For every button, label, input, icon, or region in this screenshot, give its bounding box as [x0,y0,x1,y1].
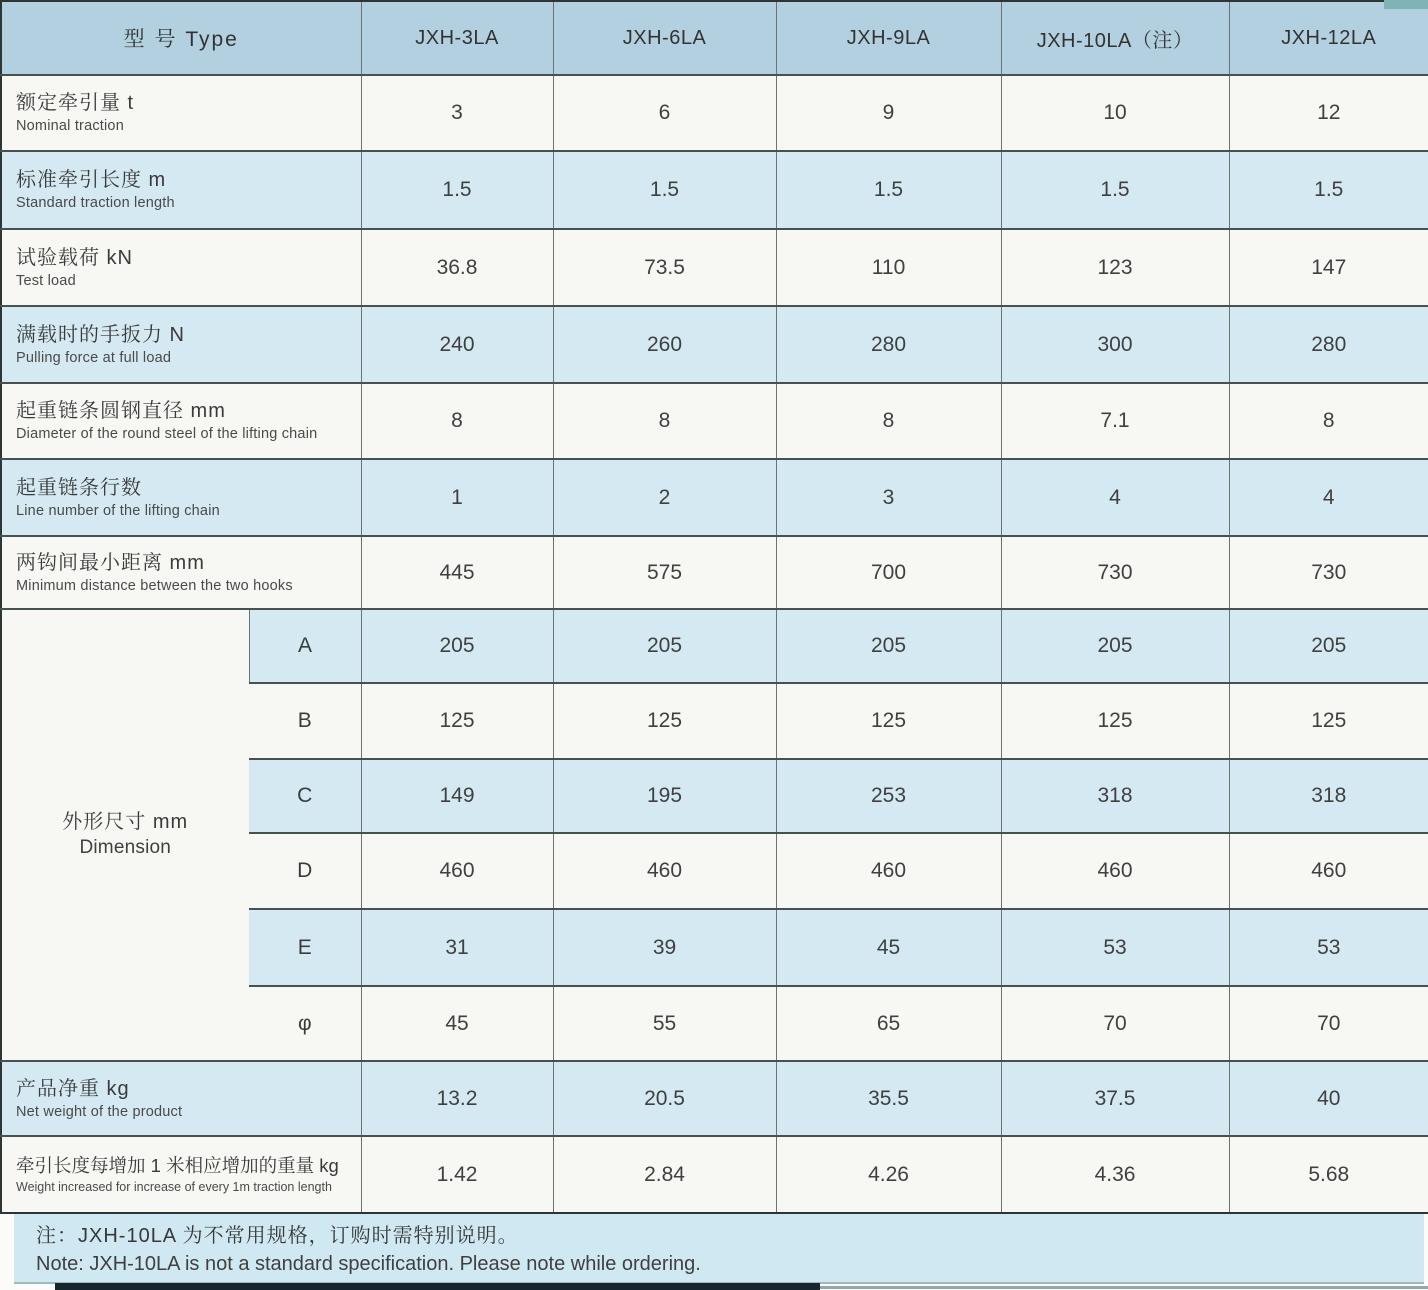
table-row [1,383,1428,459]
table-header-row [1,1,1428,75]
row-label-zh: 起重链条圆钢直径 mm [16,400,226,423]
table-row [1,1136,1428,1213]
value-cell: 1.42 [361,1136,553,1213]
value-cell: 40 [1229,1061,1428,1136]
row-label-en: Minimum distance between the two hooks [16,577,293,594]
row-label-cell [1,1061,361,1136]
row-label-cell [1,536,361,609]
value-cell: 460 [1229,833,1428,909]
model-header: JXH-3LA [361,1,553,75]
row-label-zh: 满载时的手扳力 N [16,323,185,346]
row-label-cell [1,151,361,229]
value-cell: 4 [1001,459,1229,536]
table-row [1,1061,1428,1136]
row-label-en: Test load [16,272,76,289]
dimension-sub-label: C [249,759,361,833]
value-cell: 65 [776,986,1001,1061]
row-label-zh: 试验载荷 kN [16,246,133,269]
scan-corner-artifact [1384,0,1428,9]
model-header: JXH-10LA（注） [1001,1,1229,75]
table-row [1,151,1428,229]
value-cell: 35.5 [776,1061,1001,1136]
value-cell: 195 [553,759,776,833]
value-cell: 45 [361,986,553,1061]
value-cell: 205 [776,609,1001,683]
value-cell: 36.8 [361,229,553,306]
value-cell: 1.5 [361,151,553,229]
value-cell: 125 [776,683,1001,759]
value-cell: 7.1 [1001,383,1229,459]
value-cell: 730 [1001,536,1229,609]
value-cell: 460 [553,833,776,909]
row-label-en: Weight increased for increase of every 1m traction length [16,1179,332,1194]
row-label-en: Pulling force at full load [16,349,172,366]
table-row [1,75,1428,151]
value-cell: 4.26 [776,1136,1001,1213]
dimension-sub-label: A [249,609,361,683]
dimension-sub-label: E [249,909,361,986]
value-cell: 205 [553,609,776,683]
value-cell: 730 [1229,536,1428,609]
dimension-row [1,609,1428,683]
value-cell: 280 [776,306,1001,383]
value-cell: 4 [1229,459,1428,536]
row-label-zh: 产品净重 kg [16,1077,130,1100]
bottom-edge-artifact [55,1283,820,1290]
value-cell: 149 [361,759,553,833]
value-cell: 460 [361,833,553,909]
value-cell: 253 [776,759,1001,833]
value-cell: 1 [361,459,553,536]
value-cell: 3 [776,459,1001,536]
bottom-edge-line [820,1286,1428,1289]
value-cell: 20.5 [553,1061,776,1136]
value-cell: 9 [776,75,1001,151]
row-label-en: Standard traction length [16,195,175,212]
value-cell: 31 [361,909,553,986]
value-cell: 53 [1001,909,1229,986]
dimension-sub-label: D [249,833,361,909]
value-cell: 260 [553,306,776,383]
row-label-en: Net weight of the product [16,1103,183,1120]
value-cell: 2 [553,459,776,536]
value-cell: 53 [1229,909,1428,986]
table-row [1,229,1428,306]
table-row [1,459,1428,536]
value-cell: 13.2 [361,1061,553,1136]
value-cell: 55 [553,986,776,1061]
footnote-en: Note: JXH-10LA is not a standard specification. Please note while ordering. [36,1253,701,1275]
type-header-cell [1,1,361,75]
value-cell: 280 [1229,306,1428,383]
value-cell: 123 [1001,229,1229,306]
row-label-zh: 起重链条行数 [16,476,142,499]
value-cell: 147 [1229,229,1428,306]
value-cell: 39 [553,909,776,986]
dimension-sub-label: B [249,683,361,759]
value-cell: 700 [776,536,1001,609]
row-label-cell [1,229,361,306]
value-cell: 1.5 [1229,151,1428,229]
dimension-label-zh: 外形尺寸 mm [62,811,189,834]
value-cell: 110 [776,229,1001,306]
row-label-zh: 标准牵引长度 m [16,169,167,192]
value-cell: 12 [1229,75,1428,151]
value-cell: 125 [1229,683,1428,759]
table-row [1,536,1428,609]
value-cell: 2.84 [553,1136,776,1213]
value-cell: 445 [361,536,553,609]
value-cell: 205 [361,609,553,683]
model-header: JXH-6LA [553,1,776,75]
footnote [14,1214,1424,1284]
row-label-cell [1,459,361,536]
value-cell: 125 [553,683,776,759]
value-cell: 1.5 [776,151,1001,229]
value-cell: 460 [776,833,1001,909]
model-header: JXH-12LA [1229,1,1428,75]
value-cell: 8 [553,383,776,459]
value-cell: 460 [1001,833,1229,909]
value-cell: 1.5 [1001,151,1229,229]
value-cell: 205 [1001,609,1229,683]
dimension-label-en: Dimension [79,837,172,859]
value-cell: 205 [1229,609,1428,683]
value-cell: 10 [1001,75,1229,151]
row-label-en: Line number of the lifting chain [16,502,220,519]
model-header: JXH-9LA [776,1,1001,75]
value-cell: 1.5 [553,151,776,229]
value-cell: 8 [1229,383,1428,459]
value-cell: 300 [1001,306,1229,383]
value-cell: 37.5 [1001,1061,1229,1136]
value-cell: 240 [361,306,553,383]
value-cell: 125 [361,683,553,759]
value-cell: 575 [553,536,776,609]
value-cell: 6 [553,75,776,151]
value-cell: 8 [776,383,1001,459]
table-row [1,306,1428,383]
type-header-label: 型 号 Type [123,28,239,51]
value-cell: 125 [1001,683,1229,759]
value-cell: 5.68 [1229,1136,1428,1213]
value-cell: 70 [1001,986,1229,1061]
dimension-sub-label: φ [249,986,361,1061]
row-label-zh: 额定牵引量 t [16,92,135,115]
value-cell: 318 [1229,759,1428,833]
row-label-en: Nominal traction [16,118,124,135]
row-label-zh: 牵引长度每增加 1 米相应增加的重量 kg [16,1154,339,1176]
row-label-en: Diameter of the round steel of the lifting chain [16,426,318,443]
row-label-cell [1,306,361,383]
value-cell: 70 [1229,986,1428,1061]
row-label-zh: 两钩间最小距离 mm [16,551,205,574]
value-cell: 318 [1001,759,1229,833]
value-cell: 45 [776,909,1001,986]
value-cell: 8 [361,383,553,459]
value-cell: 73.5 [553,229,776,306]
dimension-group-cell [1,609,249,1061]
value-cell: 4.36 [1001,1136,1229,1213]
row-label-cell [1,75,361,151]
footnote-zh: 注：JXH-10LA 为不常用规格，订购时需特别说明。 [36,1225,519,1247]
row-label-cell [1,383,361,459]
value-cell: 3 [361,75,553,151]
row-label-cell [1,1136,361,1213]
